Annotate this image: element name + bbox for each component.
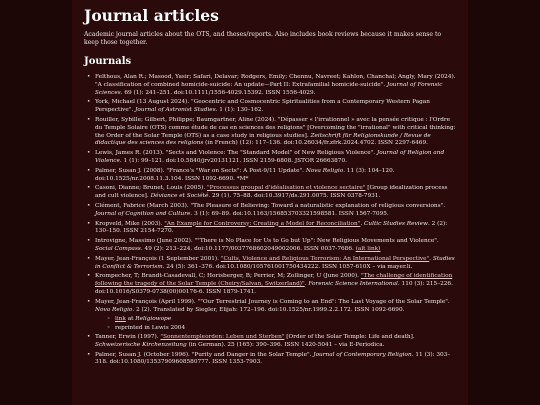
reference-item: • Felthous, Alan R.; Masood, Yasir; Safari, Delavar; Rodgers, Emily; Chennu, Navreet; Kahlon, Chanchal; Angly, Mary (2024). "A classification of combined homicide-suicide: An update—Part II: Extrafamilial homicide-suicide". Journal of Forensic Sciences. 69 (1): 241–251. doi:10.1111/1556-4029.15392. ISSN 1556-4029.: [84, 74, 456, 97]
reference-item: • Krompecher, T; Brandt-Casadevall, C; Horisberger, B; Perrier, M; Zollinger, U (June 2000). "The challenge of identification following the tragedy of the Solar Temple (Cheiry/Salvan, Switzerland)". Forensic Science International. 110 (3): 215–226. doi:10.1016/S0379-0738(00)00176-6. ISSN 1879-1741.: [84, 273, 456, 296]
article-link[interactable]: "The challenge of identification following the tragedy of the Solar Temple (Cheiry/Salvan, Switzerland)": [95, 273, 453, 288]
alt-link[interactable]: (alt link): [355, 245, 381, 252]
reference-item: • Palmer, Susan J. (October 1996). "Purity and Danger in the Solar Temple". Journal of Contemporary Religion. 11 (3): 303–318. doi:10.1080/13537909608580777. ISSN 1353-7903.: [84, 352, 456, 368]
reference-item: • Tanner, Erwin (1997). "Sonnentempleorden: Leben und Sterben" [Order of the Solar Temple: Life and death]. Schweizerische Kirchenzeitung (in German). 25 (165): 390–396. ISSN 1420-5041 – via E-Periodica.: [84, 334, 456, 350]
reference-item: • Introvigne, Massimo (June 2002). ""There is No Place for Us to Go but Up": New Religious Movements and Violence". Social Compass. 49 (2): 213–224. doi:10.1177/0037768602049002006. ISSN 0037-7686. (alt link): [84, 238, 456, 254]
reference-item: • Lewis, James R. (2013). "Sects and Violence: The "Standard Model" of New Religious Violence". Journal of Religion and Violence. 1 (1): 99–121. doi:10.5840/jrv20131121. ISSN 2159-6808. JSTOR 26663870.: [84, 150, 456, 166]
reference-item: • Kropveld, Mike (2003). "An Example for Controversy: Creating a Model for Reconciliation". Cultic Studies Review. 2 (2): 130–150. ISSN 2154-7270.: [84, 221, 456, 237]
sub-item: ◦ link at Religiowope: [95, 315, 456, 323]
reference-item: • Clément, Fabrice (March 2003). "The Pleasure of Believing: Toward a naturalistic explanation of religious conversions". Journal of Cognition and Culture. 3 (1): 69–89. doi:10.1163/156853703321598581. ISSN 1567-7095.: [84, 203, 456, 219]
reference-list: [84, 74, 456, 367]
religiowope-link[interactable]: link: [115, 316, 126, 323]
content-area: [84, 6, 456, 369]
page-intro: Academic journal articles about the OTS, and theses/reports. Also includes book reviews because it makes sense to keep those together.: [84, 31, 442, 46]
article-link[interactable]: "Sonnentempleorden: Leben und Sterben": [160, 333, 285, 340]
reference-item: • Casoni, Dianne; Brunet, Louis (2005). "Processus groupal d'idéalisation et violence sectaire" [Group idealization process and cult violence]. Déviance et Société. 29 (1). 75–88. doi:10.3917/ds.291.0075. ISSN 0378-7931.: [84, 185, 456, 201]
article-link[interactable]: "Processus groupal d'idéalisation et violence sectaire": [207, 185, 366, 192]
section-heading-journals: Journals: [84, 56, 132, 67]
reference-item: • Mayer, Jean-François (April 1999). ""Our Terrestrial Journey is Coming to an End": The Last Voyage of the Solar Temple". Nova Religio. 2 (2). Translated by Siegler, Elijah: 172–196. doi:10.1525/nr.1999.2.2.172. ISSN 1092-6690. ◦ link at Religiowope ◦ reprinted in Lewis 2004: [84, 299, 456, 332]
reference-item: • Mayer, Jean-François (1 September 2001). "Cults, Violence and Religious Terrorism: An International Perspective". Studies in Conflict & Terrorism. 24 (5): 361–376. doi:10.1080/105761001750434222. ISSN 1057-610X – via mayer.li.: [84, 256, 456, 272]
reference-item: • Rouiller, Sybille; Gilbert, Philippe; Baumgartner, Aline (2024). "Dépasser « l'irrationnel » avec la pensée critique : l'Ordre du Temple Solaire (OTS) comme étude de cas en sciences des religions" [Overcoming the "irrational" with critical thinking: the Order of the Solar Temple (OTS) as a case study in religious studies]. Zeitschrift für Religionskunde / Revue de didactique des sciences des religions (in French) (12): 117–136. doi:10.26034/fr.zfrk.2024.4702. ISSN 2297-6469.: [84, 117, 456, 148]
article-link[interactable]: "An Example for Controversy: Creating a Model for Reconciliation": [164, 220, 361, 227]
reference-item: • Palmer, Susan J. (2008). "France's "War on Sects": A Post-9/11 Update". Nova Religio. 11 (3): 104–120. doi:10.1525/nr.2008.11.3.104. ISSN 1092-6690. *M*: [84, 168, 456, 184]
reference-item: • York, Michael (13 August 2024). "Geocentric and Cosmocentric Spiritualities from a Contemporary Western Pagan Perspective". Journal of Astronist Studies. 1 (1): 130–162.: [84, 99, 456, 115]
page-title: Journal articles: [84, 6, 219, 25]
sub-list: [95, 315, 456, 332]
article-link[interactable]: "Cults, Violence and Religious Terrorism: An International Perspective": [220, 255, 430, 262]
sub-item: ◦ reprinted in Lewis 2004: [95, 324, 456, 332]
